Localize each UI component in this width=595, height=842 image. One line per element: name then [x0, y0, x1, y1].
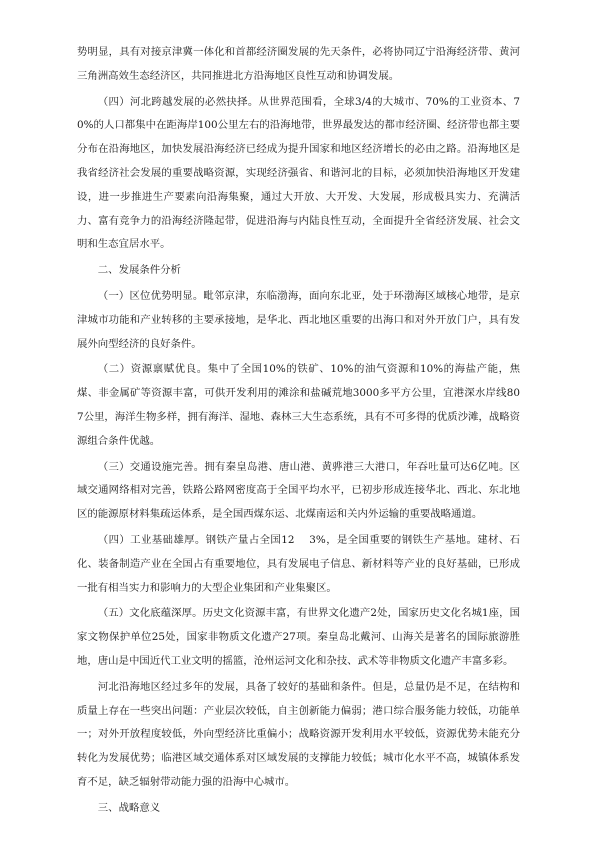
section-heading-development-conditions: 二、发展条件分析	[97, 264, 181, 277]
paragraph-industrial-base: （四）工业基础雄厚。钢铁产量占全国12 3%，是全国重要的钢铁生产基地。建材、石化、装备制造产业在全国占有重要地位，具有发展电子信息、新材料等产业的良好基础，已形成一批有相当实力和影响力的大型企业集团和产业集聚区。	[77, 533, 520, 594]
paragraph-location-advantage: （一）区位优势明显。毗邻京津，东临渤海，面向东北亚，处于环渤海区域核心地带，是京津城市功能和产业转移的主要承接地，是华北、西北地区重要的出海口和对外开放门户，具有发展外向型经济的良好条件。	[77, 289, 520, 350]
paragraph-problems-summary: 河北沿海地区经过多年的发展，具备了较好的基础和条件。但是，总量仍是不足，在结构和质量上存在一些突出问题：产业层次较低，自主创新能力偏弱；港口综合服务能力较低，功能单一；对外开放程度较低，外向型经济比重偏小；战略资源开发利用水平较低，资源优势未能充分转化为发展优势；临港区域交通体系对区域发展的支撑能力较低；城市化水平不高，城镇体系发育不足，缺乏辐射带动能力强的沿海中心城市。	[77, 680, 520, 788]
paragraph-hebei-leap-development: （四）河北跨越发展的必然抉择。从世界范围看，全球3/4的大城市、70%的工业资本、70%的人口都集中在距海岸100公里左右的沿海地带，世界最发达的都市经济圈、经济带也都主要分布在沿海地区，加快发展沿海经济已经成为提升国家和地区经济增长的必由之路。沿海地区是我省经济社会发展的重要战略资源，实现经济强省、和谐河北的目标，必须加快沿海地区开发建设，进一步推进生产要素向沿海集聚，通过大开放、大开发、大发展，形成极具实力、充满活力、富有竞争力的沿海经济隆起带，促进沿海与内陆良性互动，全面提升全省经济发展、社会文明和生态宜居水平。	[77, 95, 520, 251]
paragraph-resource-endowment: （二）资源禀赋优良。集中了全国10%的铁矿、10%的油气资源和10%的海盐产能，焦煤、非金属矿等资源丰富，可供开发利用的滩涂和盐碱荒地3000多平方公里，宜港深水岸线80 7公里，海洋生物多样，拥有海洋、湿地、森林三大生态系统，具有不可多得的优质沙滩，战略资源组合条件优越。	[77, 363, 534, 447]
section-heading-strategic-significance: 三、战略意义	[97, 801, 161, 814]
paragraph-transport-facilities: （三）交通设施完善。拥有秦皇岛港、唐山港、黄骅港三大港口，年吞吐量可达6亿吨。区域交通网络相对完善，铁路公路网密度高于全国平均水平，已初步形成连接华北、西北、东北地区的能源原材料集疏运体系，是全国西煤东运、北煤南运和关内外运输的重要战略通道。	[77, 460, 520, 521]
paragraph-continuation: 势明显，具有对接京津冀一体化和首都经济圈发展的先天条件，必将协同辽宁沿海经济带、黄河三角洲高效生态经济区，共同推进北方沿海地区良性互动和协调发展。	[77, 46, 520, 82]
paragraph-cultural-heritage: （五）文化底蕴深厚。历史文化资源丰富，有世界文化遗产2处，国家历史文化名城1座，国家文物保护单位25处，国家非物质文化遗产27项。秦皇岛北戴河、山海关是著名的国际旅游胜地，唐山是中国近代工业文明的摇篮，沧州运河文化和杂技、武术等非物质文化遗产丰富多彩。	[77, 607, 520, 667]
